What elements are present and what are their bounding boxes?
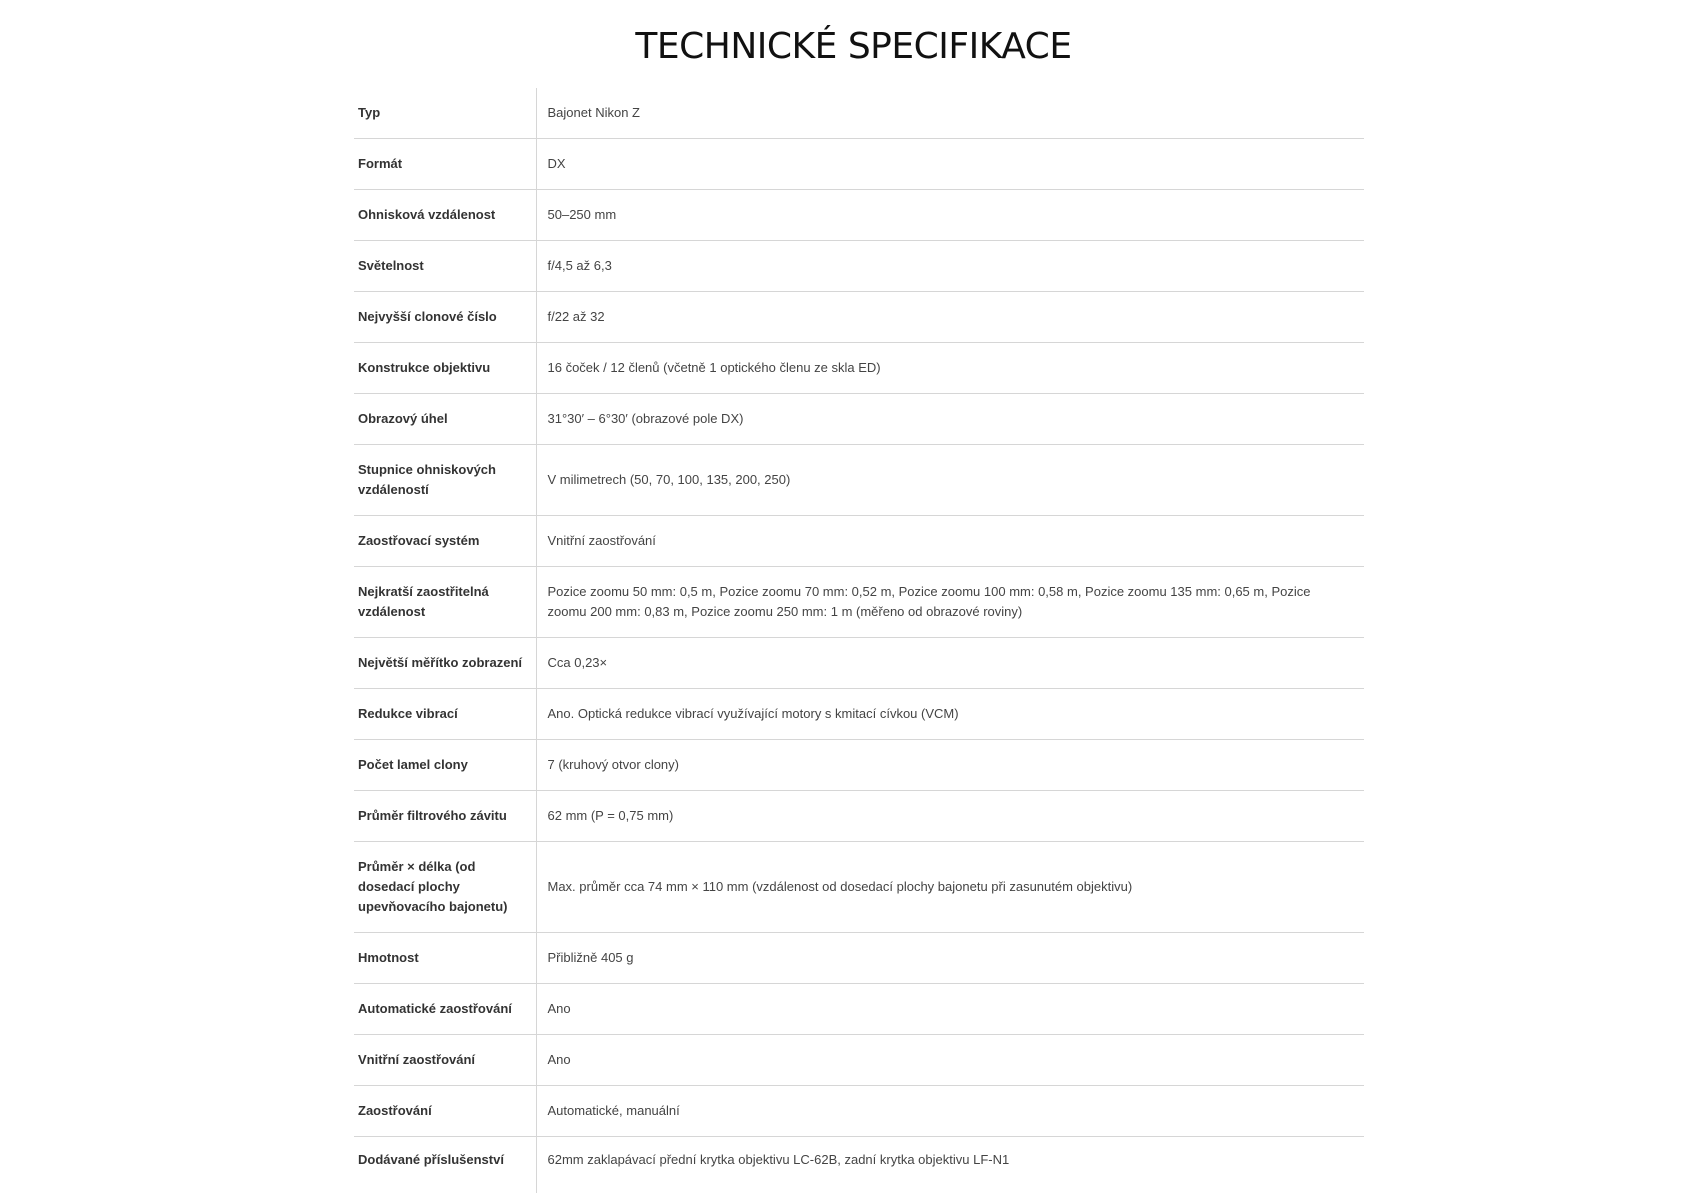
spec-label: Nejvyšší clonové číslo xyxy=(354,292,536,343)
spec-table xyxy=(354,88,1364,1193)
spec-label: Vnitřní zaostřování xyxy=(354,1035,536,1086)
spec-label: Světelnost xyxy=(354,241,536,292)
spec-label: Počet lamel clony xyxy=(354,740,536,791)
table-row xyxy=(354,1086,1364,1137)
table-row xyxy=(354,190,1364,241)
spec-label: Ohnisková vzdálenost xyxy=(354,190,536,241)
spec-label: Formát xyxy=(354,139,536,190)
spec-label: Průměr × délka (od dosedací plochy upevňovacího bajonetu) xyxy=(354,842,536,933)
table-row xyxy=(354,241,1364,292)
spec-label: Dodávané příslušenství xyxy=(354,1137,536,1193)
table-row xyxy=(354,394,1364,445)
spec-label: Hmotnost xyxy=(354,933,536,984)
spec-value: 62 mm (P = 0,75 mm) xyxy=(536,791,1364,842)
spec-value: Pozice zoomu 50 mm: 0,5 m, Pozice zoomu 70 mm: 0,52 m, Pozice zoomu 100 mm: 0,58 m, Pozice zoomu 135 mm: 0,65 m, Pozice zoomu 200 mm: 0,83 m, Pozice zoomu 250 mm: 1 m (měřeno od obrazové roviny) xyxy=(536,567,1364,638)
spec-value: 7 (kruhový otvor clony) xyxy=(536,740,1364,791)
table-row xyxy=(354,1035,1364,1086)
spec-value: DX xyxy=(536,139,1364,190)
table-row xyxy=(354,638,1364,689)
spec-value: 50–250 mm xyxy=(536,190,1364,241)
spec-value: Bajonet Nikon Z xyxy=(536,88,1364,139)
spec-label: Automatické zaostřování xyxy=(354,984,536,1035)
spec-value: 16 čoček / 12 členů (včetně 1 optického členu ze skla ED) xyxy=(536,343,1364,394)
table-row xyxy=(354,842,1364,933)
spec-value: Vnitřní zaostřování xyxy=(536,516,1364,567)
table-row xyxy=(354,292,1364,343)
spec-label: Stupnice ohniskových vzdáleností xyxy=(354,445,536,516)
spec-label: Typ xyxy=(354,88,536,139)
spec-value: Ano xyxy=(536,984,1364,1035)
table-row xyxy=(354,791,1364,842)
table-row xyxy=(354,689,1364,740)
table-row xyxy=(354,139,1364,190)
spec-label: Zaostřování xyxy=(354,1086,536,1137)
table-row xyxy=(354,984,1364,1035)
spec-value: Ano xyxy=(536,1035,1364,1086)
spec-label: Konstrukce objektivu xyxy=(354,343,536,394)
spec-value: Přibližně 405 g xyxy=(536,933,1364,984)
table-row xyxy=(354,445,1364,516)
table-row xyxy=(354,567,1364,638)
table-row xyxy=(354,740,1364,791)
spec-value: f/22 až 32 xyxy=(536,292,1364,343)
spec-value: Ano. Optická redukce vibrací využívající motory s kmitací cívkou (VCM) xyxy=(536,689,1364,740)
table-row xyxy=(354,88,1364,139)
spec-value: 62mm zaklapávací přední krytka objektivu LC-62B, zadní krytka objektivu LF-N1 xyxy=(536,1137,1364,1193)
spec-value: f/4,5 až 6,3 xyxy=(536,241,1364,292)
spec-label: Obrazový úhel xyxy=(354,394,536,445)
spec-value: V milimetrech (50, 70, 100, 135, 200, 250) xyxy=(536,445,1364,516)
table-row xyxy=(354,933,1364,984)
spec-value: Cca 0,23× xyxy=(536,638,1364,689)
spec-label: Redukce vibrací xyxy=(354,689,536,740)
spec-label: Průměr filtrového závitu xyxy=(354,791,536,842)
page-title: TECHNICKÉ SPECIFIKACE xyxy=(0,22,1707,72)
spec-value: 31°30′ – 6°30′ (obrazové pole DX) xyxy=(536,394,1364,445)
spec-value: Max. průměr cca 74 mm × 110 mm (vzdálenost od dosedací plochy bajonetu při zasunutém objektivu) xyxy=(536,842,1364,933)
table-row xyxy=(354,1137,1364,1193)
spec-value: Automatické, manuální xyxy=(536,1086,1364,1137)
spec-label: Největší měřítko zobrazení xyxy=(354,638,536,689)
table-row xyxy=(354,343,1364,394)
table-row xyxy=(354,516,1364,567)
spec-label: Nejkratší zaostřitelná vzdálenost xyxy=(354,567,536,638)
spec-label: Zaostřovací systém xyxy=(354,516,536,567)
